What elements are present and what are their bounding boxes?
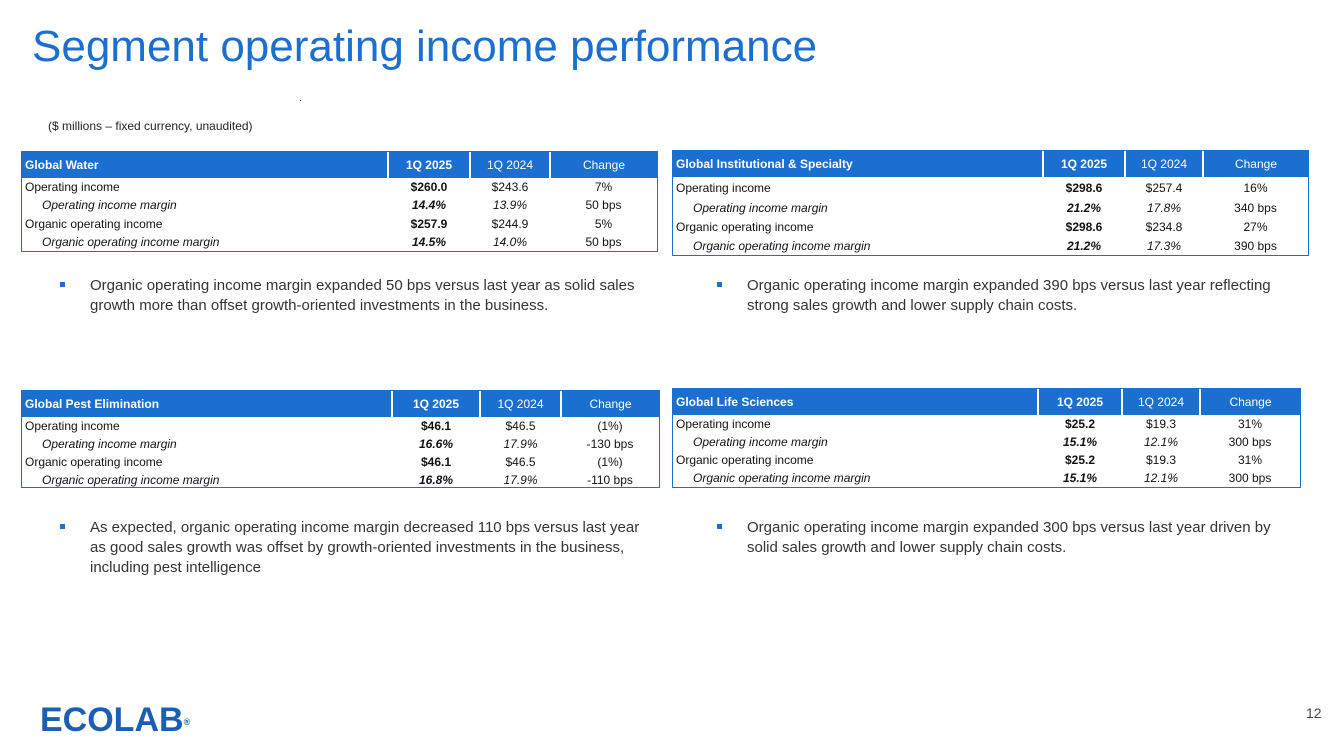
row-label: Organic operating income margin <box>42 473 220 487</box>
value-change: 16% <box>1243 180 1268 195</box>
value-change: 31% <box>1237 417 1263 431</box>
bullet-text: Organic operating income margin expanded 50 bps versus last year as solid sales growth more than offset growth-oriented investments in the business. <box>90 277 635 314</box>
row-label: Operating income <box>25 180 120 195</box>
value-1q2024: 13.9% <box>492 198 528 213</box>
bullet-marker-icon <box>717 524 722 529</box>
row-label: Operating income margin <box>693 200 828 215</box>
value-change: 50 bps <box>585 234 622 249</box>
ecolab-logo <box>40 703 190 737</box>
bullet-marker-icon <box>717 282 722 287</box>
table-row <box>673 469 1300 487</box>
value-1q2024: 17.8% <box>1146 200 1182 215</box>
value-change: 5% <box>594 216 613 231</box>
row-label: Operating income margin <box>42 437 177 451</box>
segment-table-global-life-sciences <box>672 388 1301 488</box>
segment-name: Global Pest Elimination <box>22 391 392 417</box>
value-1q2025: $46.1 <box>420 455 452 469</box>
value-1q2024: 17.9% <box>503 473 538 487</box>
table-row <box>22 471 659 489</box>
value-change: (1%) <box>597 455 623 469</box>
value-1q2024: $19.3 <box>1145 417 1177 431</box>
bullet-text: Organic operating income margin expanded 390 bps versus last year reflecting strong sales growth and lower supply chain costs. <box>747 277 1271 314</box>
value-change: 7% <box>594 180 613 195</box>
segment-name: Global Life Sciences <box>673 389 1038 415</box>
value-1q2024: $46.5 <box>505 419 536 433</box>
table-row <box>673 177 1308 198</box>
header-1q2025: 1Q 2025 <box>392 391 480 417</box>
header-change: Change <box>550 152 657 178</box>
segment-name: Global Water <box>22 152 388 178</box>
value-1q2025: 14.5% <box>411 234 447 249</box>
row-label: Organic operating income margin <box>42 234 220 249</box>
value-change: 300 bps <box>1228 471 1272 485</box>
units-note: ($ millions – fixed currency, unaudited) <box>48 119 253 133</box>
value-1q2025: 15.1% <box>1062 435 1098 449</box>
value-change: 300 bps <box>1228 435 1272 449</box>
value-1q2025: 21.2% <box>1066 200 1102 215</box>
row-label: Organic operating income <box>25 455 163 469</box>
bullet-marker-icon <box>60 282 65 287</box>
value-change: 50 bps <box>585 198 622 213</box>
header-change: Change <box>1200 389 1300 415</box>
row-label: Organic operating income <box>676 219 814 234</box>
value-1q2025: $298.6 <box>1065 219 1103 234</box>
header-1q2024: 1Q 2024 <box>480 391 561 417</box>
value-1q2025: 16.6% <box>418 437 454 451</box>
table-row <box>673 198 1308 217</box>
table-row <box>22 417 659 435</box>
table-row <box>22 435 659 453</box>
value-1q2025: $25.2 <box>1064 453 1096 467</box>
row-label: Operating income <box>676 417 771 431</box>
table-row <box>673 217 1308 236</box>
table-row <box>673 236 1308 255</box>
value-1q2024: $243.6 <box>491 180 529 195</box>
header-change: Change <box>1203 151 1308 177</box>
value-change: (1%) <box>597 419 623 433</box>
row-label: Operating income margin <box>42 198 177 213</box>
table-row <box>22 453 659 471</box>
bullet-marker-icon <box>60 524 65 529</box>
table-row <box>22 233 657 251</box>
bullet-text: Organic operating income margin expanded 300 bps versus last year driven by solid sales growth and lower supply chain costs. <box>747 519 1271 556</box>
value-1q2025: 15.1% <box>1062 471 1098 485</box>
row-label: Organic operating income margin <box>693 471 871 485</box>
value-1q2025: $298.6 <box>1065 180 1103 195</box>
header-change: Change <box>561 391 659 417</box>
row-label: Organic operating income <box>676 453 814 467</box>
value-change: -110 bps <box>587 473 633 487</box>
value-1q2024: 17.9% <box>503 437 538 451</box>
value-1q2024: $46.5 <box>505 455 536 469</box>
row-label: Operating income <box>25 419 120 433</box>
value-1q2025: 21.2% <box>1066 238 1102 253</box>
value-1q2025: 16.8% <box>418 473 454 487</box>
value-change: 390 bps <box>1234 238 1277 253</box>
value-1q2025: 14.4% <box>411 198 447 213</box>
segment-table-global-pest-elimination <box>21 390 660 488</box>
row-label: Organic operating income <box>25 216 163 231</box>
value-1q2024: 12.1% <box>1143 435 1179 449</box>
header-1q2024: 1Q 2024 <box>1122 389 1200 415</box>
table-row <box>673 451 1300 469</box>
registered-mark: ® <box>183 717 191 727</box>
value-1q2024: 12.1% <box>1143 471 1179 485</box>
value-change: 31% <box>1237 453 1263 467</box>
value-1q2024: 14.0% <box>492 234 528 249</box>
bullet-text: As expected, organic operating income margin decreased 110 bps versus last year as good sales growth was offset by growth-oriented investments in the business, including pest intelligence <box>90 519 640 576</box>
value-change: 340 bps <box>1234 200 1277 215</box>
segment-table-global-water <box>21 151 658 252</box>
header-1q2024: 1Q 2024 <box>470 152 550 178</box>
table-row <box>673 433 1300 451</box>
header-1q2025: 1Q 2025 <box>1038 389 1122 415</box>
table-row <box>673 415 1300 433</box>
header-1q2025: 1Q 2025 <box>1043 151 1125 177</box>
value-1q2025: $46.1 <box>420 419 452 433</box>
header-1q2024: 1Q 2024 <box>1125 151 1203 177</box>
page-title: Segment operating income performance <box>32 22 818 71</box>
value-change: 27% <box>1243 219 1268 234</box>
value-1q2024: $257.4 <box>1145 180 1183 195</box>
row-label: Operating income margin <box>693 435 828 449</box>
logo-text: ECOLAB <box>40 701 184 739</box>
segment-table-global-institutional-specialty <box>672 150 1309 256</box>
table-row <box>22 178 657 196</box>
header-1q2025: 1Q 2025 <box>388 152 470 178</box>
value-1q2025: $257.9 <box>410 216 448 231</box>
table-row <box>22 215 657 233</box>
segment-name: Global Institutional & Specialty <box>673 151 1043 177</box>
value-1q2024: 17.3% <box>1146 238 1182 253</box>
value-1q2025: $260.0 <box>410 180 448 195</box>
decorative-dot <box>300 100 301 101</box>
table-row <box>22 196 657 214</box>
row-label: Operating income <box>676 180 771 195</box>
value-1q2024: $234.8 <box>1145 219 1183 234</box>
value-change: -130 bps <box>586 437 634 451</box>
value-1q2024: $244.9 <box>491 216 529 231</box>
value-1q2024: $19.3 <box>1145 453 1177 467</box>
value-1q2025: $25.2 <box>1064 417 1096 431</box>
row-label: Organic operating income margin <box>693 238 871 253</box>
page-number: 12 <box>1306 705 1322 721</box>
